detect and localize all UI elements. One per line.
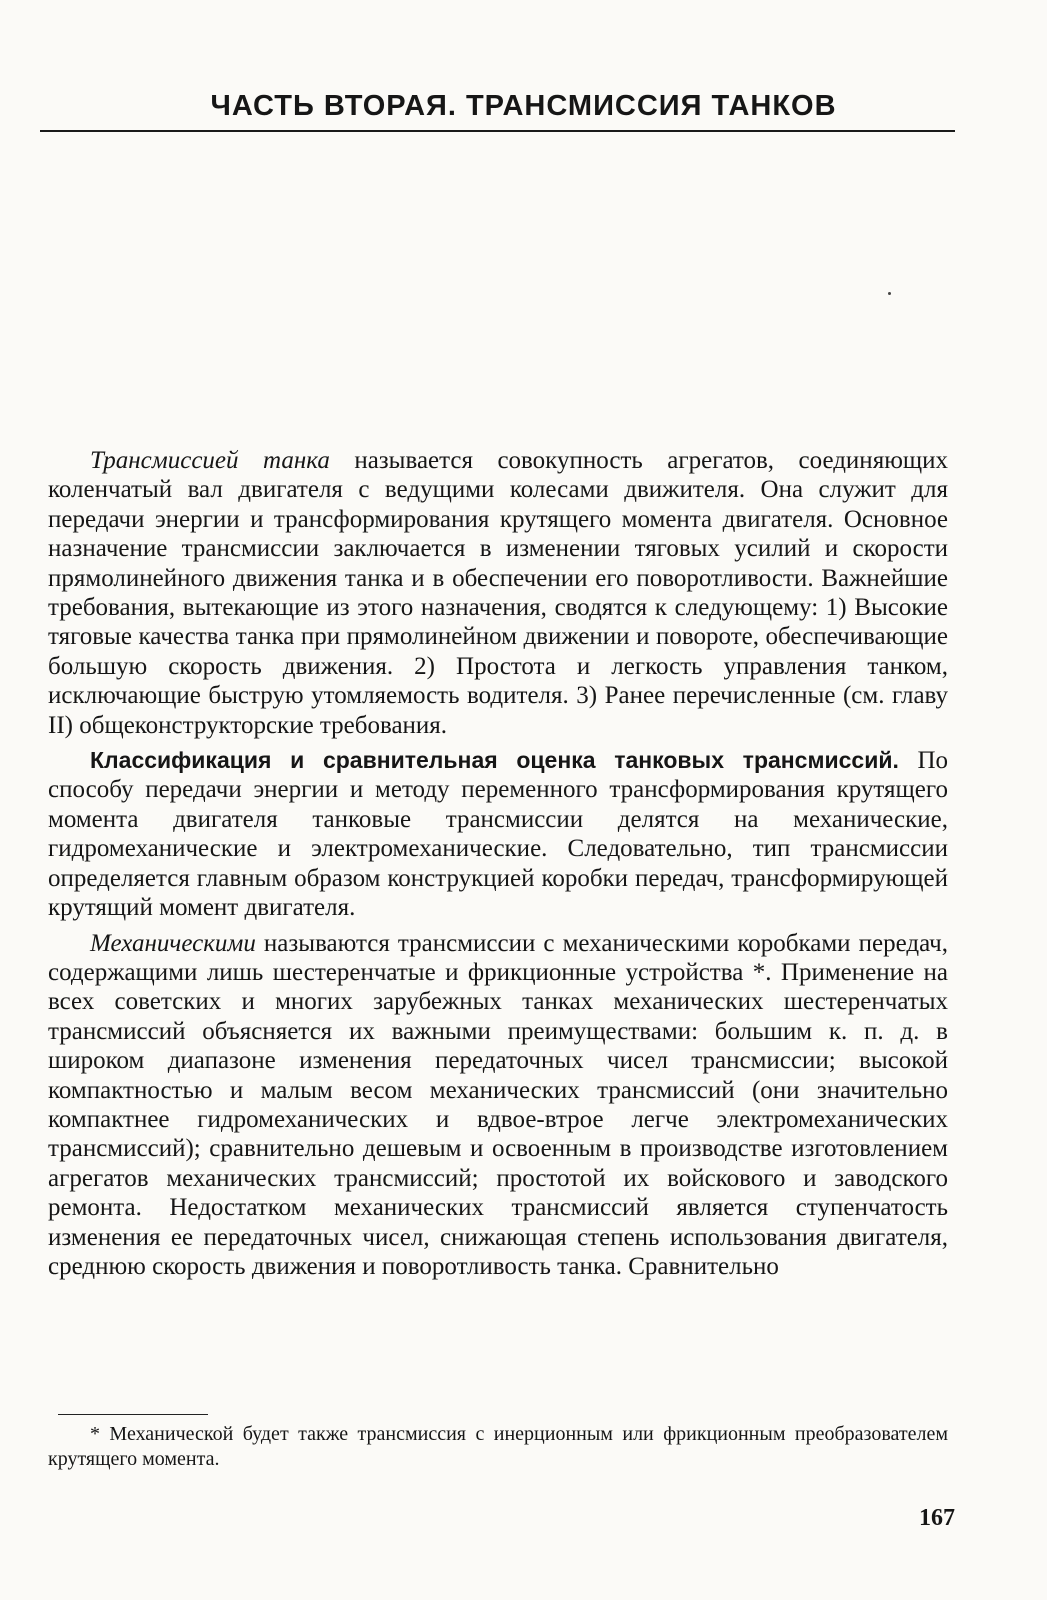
paragraph-2-text: По способу передачи энергии и методу переменного трансформирования крутящего момента двигателя танковые трансмиссии делятся на механические, гидромеханические и электромеханические. Следовательно, тип трансмиссии определяется главным образом конструкцией коробки передач, трансформирующей крутящий момент двигателя. <box>48 747 948 922</box>
paragraph-transmission-definition <box>48 446 948 740</box>
paragraph-3-text-b: . Применение на всех советских и многих зарубежных танках механических шестеренчатых трансмиссий объясняется их важными преимуществами: большим к. п. д. в широком диапазоне изменения передаточных чисел трансмиссии; высокой компактностью и малым весом механических трансмиссий (они значительно компактнее гидромеханических и вдвое-втрое легче электромеханических трансмиссий); сравнительно дешевым и освоенным в производстве изготовлением агрегатов механических трансмиссий; простотой их войскового и заводского ремонта. Недостатком механических трансмиссий является ступенчатость изменения ее передаточных чисел, снижающая степень использования двигателя, среднюю скорость движения и поворотливость танка. Сравнительно <box>48 958 949 1280</box>
body-text <box>48 446 948 1281</box>
part-title: ЧАСТЬ ВТОРАЯ. ТРАНСМИССИЯ ТАНКОВ <box>210 90 837 122</box>
footnote-rule <box>58 1414 208 1415</box>
paragraph-mechanical <box>48 929 948 1282</box>
title-rule <box>40 130 955 132</box>
page-number: 167 <box>919 1505 955 1531</box>
term-mechanical: Механическими <box>90 929 256 957</box>
section-heading: Классификация и сравнительная оценка танковых трансмиссий. <box>90 747 899 774</box>
paragraph-1-text: называется совокупность агрегатов, соединяющих коленчатый вал двигателя с ведущими колесами движителя. Она служит для передачи энергии и трансформирования крутящего момента двигателя. Основное назначение трансмиссии заключается в изменении тяговых усилий и скорости прямолинейного движения танка и в обеспечении его поворотливости. Важнейшие требования, вытекающие из этого назначения, сводятся к следующему: 1) Высокие тяговые качества танка при прямолинейном движении и повороте, обеспечивающие большую скорость движения. 2) Простота и легкость управления танком, исключающие быструю утомляемость водителя. 3) Ранее перечисленные (см. главу II) общеконструкторские требования. <box>48 447 948 739</box>
term-transmission: Трансмиссией танка <box>90 447 330 474</box>
paragraph-classification <box>48 746 948 922</box>
footnote <box>48 1422 948 1472</box>
print-speck <box>888 292 891 295</box>
footnote-text: * Механической будет также трансмиссия с инерционным или фрикционным преобразователем крутящего момента. <box>48 1423 948 1470</box>
paragraph-3-text-a: называются трансмиссии с механическими коробками передач, содержащими лишь шестеренчатые и фрикционные устройства * <box>48 929 948 986</box>
